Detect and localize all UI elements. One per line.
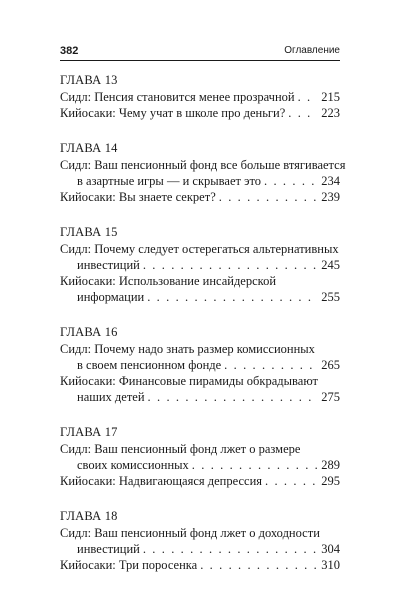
chapter-block bbox=[60, 508, 340, 573]
toc-leader-line bbox=[60, 389, 340, 405]
toc-leader-line bbox=[60, 457, 340, 473]
toc-entry-title: Кийосаки: Использование инсайдерской bbox=[60, 274, 277, 288]
chapter-block bbox=[60, 140, 346, 205]
toc-entry-title-continuation: в своем пенсионном фонде bbox=[77, 358, 222, 372]
toc-entry-title: Кийосаки: Надвигающаяся депрессия bbox=[60, 474, 263, 488]
toc-entry-title-continuation: инвестиций bbox=[77, 542, 140, 556]
toc-entry-title: Кийосаки: Вы знаете секрет? bbox=[60, 190, 216, 204]
toc-entry[interactable] bbox=[60, 273, 340, 305]
chapter-title: ГЛАВА 16 bbox=[60, 325, 118, 339]
page-number: 382 bbox=[60, 45, 79, 57]
dot-leader bbox=[219, 189, 317, 205]
toc-page-number: 295 bbox=[321, 474, 340, 488]
toc-page-number: 223 bbox=[321, 106, 340, 120]
toc-entry[interactable] bbox=[60, 105, 340, 121]
toc-page-number: 245 bbox=[321, 258, 340, 272]
chapter-title: ГЛАВА 13 bbox=[60, 73, 118, 87]
toc-entry[interactable] bbox=[60, 89, 340, 105]
dot-leader bbox=[147, 289, 317, 305]
toc-page-number: 304 bbox=[321, 542, 340, 556]
toc-entry-title-continuation: инвестиций bbox=[77, 258, 140, 272]
toc-page-number: 239 bbox=[321, 190, 340, 204]
toc-entry-title: Кийосаки: Финансовые пирамиды обкрадывают bbox=[60, 374, 318, 388]
toc-entry[interactable] bbox=[60, 341, 340, 373]
running-head: Оглавление bbox=[284, 45, 340, 56]
toc-leader-line bbox=[60, 257, 340, 273]
toc-entry-title-continuation: своих комиссионных bbox=[77, 458, 189, 472]
dot-leader bbox=[192, 457, 317, 473]
toc-leader-line bbox=[60, 357, 340, 373]
toc-entry[interactable] bbox=[60, 473, 340, 489]
chapter-title: ГЛАВА 18 bbox=[60, 509, 118, 523]
toc-entry[interactable] bbox=[60, 157, 346, 189]
chapter-block bbox=[60, 324, 340, 405]
toc-entry-title-continuation: в азартные игры — и скрывает это bbox=[77, 174, 262, 188]
toc-entry-title: Кийосаки: Чему учат в школе про деньги? bbox=[60, 106, 286, 120]
toc-page-number: 215 bbox=[321, 90, 340, 104]
toc-entry-title-continuation: наших детей bbox=[77, 390, 145, 404]
dot-leader bbox=[224, 357, 317, 373]
toc-page-number: 265 bbox=[321, 358, 340, 372]
dot-leader bbox=[148, 389, 317, 405]
chapter-title: ГЛАВА 15 bbox=[60, 225, 118, 239]
table-of-contents bbox=[60, 66, 346, 592]
toc-entry[interactable] bbox=[60, 525, 340, 557]
dot-leader bbox=[288, 105, 317, 121]
toc-leader-line bbox=[60, 557, 340, 573]
toc-entry-title: Кийосаки: Три поросенка bbox=[60, 558, 198, 572]
toc-leader-line bbox=[60, 105, 340, 121]
page-header bbox=[60, 44, 340, 61]
dot-leader bbox=[143, 541, 317, 557]
toc-entry[interactable] bbox=[60, 373, 340, 405]
chapter-block bbox=[60, 72, 340, 121]
toc-entry-title: Сидл: Ваш пенсионный фонд лжет о размере bbox=[60, 442, 301, 456]
toc-entry-title: Сидл: Ваш пенсионный фонд лжет о доходности bbox=[60, 526, 320, 540]
toc-entry-title: Сидл: Ваш пенсионный фонд все больше втягивается bbox=[60, 158, 346, 172]
toc-leader-line bbox=[60, 541, 340, 557]
toc-leader-line bbox=[60, 173, 340, 189]
chapter-title: ГЛАВА 14 bbox=[60, 141, 118, 155]
dot-leader bbox=[200, 557, 317, 573]
toc-page-number: 255 bbox=[321, 290, 340, 304]
toc-entry[interactable] bbox=[60, 557, 340, 573]
toc-leader-line bbox=[60, 189, 340, 205]
toc-leader-line bbox=[60, 289, 340, 305]
toc-entry[interactable] bbox=[60, 189, 340, 205]
toc-entry[interactable] bbox=[60, 241, 340, 273]
toc-page-number: 289 bbox=[321, 458, 340, 472]
chapter-title: ГЛАВА 17 bbox=[60, 425, 118, 439]
toc-entry-title: Сидл: Почему надо знать размер комиссионных bbox=[60, 342, 315, 356]
dot-leader bbox=[298, 89, 317, 105]
chapter-block bbox=[60, 224, 340, 305]
toc-entry-title-continuation: информации bbox=[77, 290, 145, 304]
dot-leader bbox=[143, 257, 317, 273]
toc-page-number: 310 bbox=[321, 558, 340, 572]
toc-entry[interactable] bbox=[60, 441, 340, 473]
toc-page-number: 275 bbox=[321, 390, 340, 404]
toc-page-number: 234 bbox=[321, 174, 340, 188]
dot-leader bbox=[264, 173, 317, 189]
toc-leader-line bbox=[60, 473, 340, 489]
chapter-block bbox=[60, 424, 340, 489]
toc-entry-title: Сидл: Почему следует остерегаться альтернативных bbox=[60, 242, 339, 256]
dot-leader bbox=[265, 473, 317, 489]
toc-leader-line bbox=[60, 89, 340, 105]
toc-entry-title: Сидл: Пенсия становится менее прозрачной bbox=[60, 90, 295, 104]
